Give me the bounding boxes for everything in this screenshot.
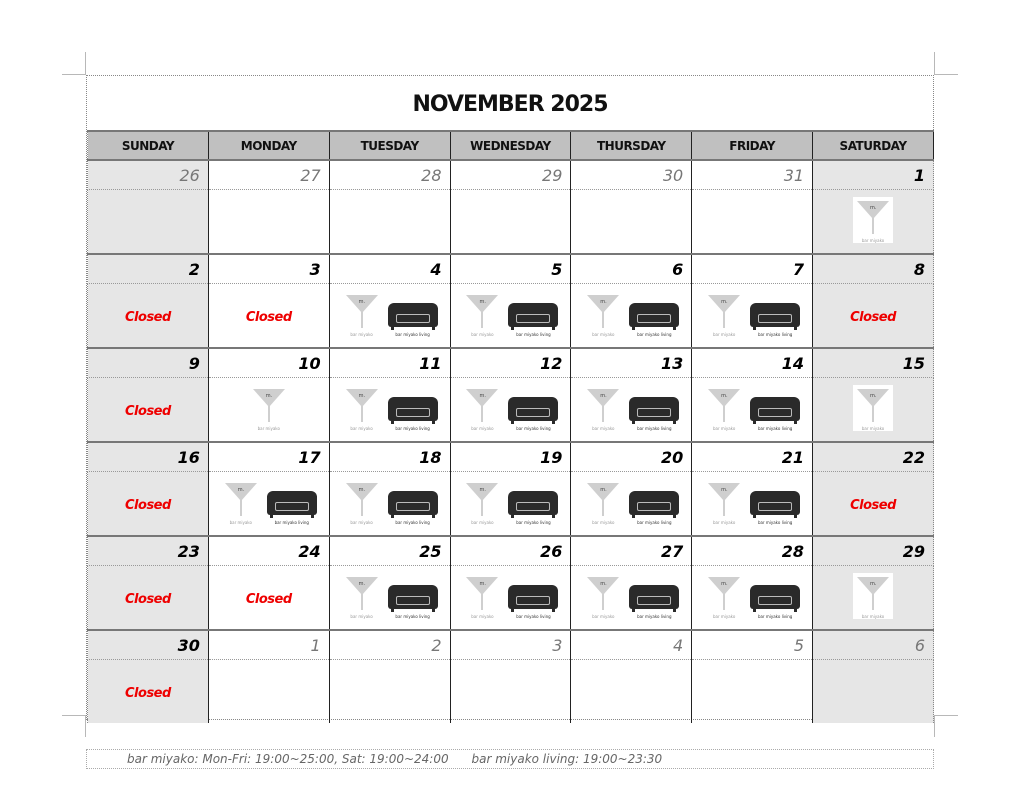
bar-miyako-logo-icon: m. bar miyako (704, 291, 744, 337)
day-number[interactable]: 31 (692, 160, 813, 190)
day-number[interactable]: 14 (692, 348, 813, 378)
sofa-icon: bar miyako living (508, 303, 558, 337)
day-number[interactable]: 9 (88, 348, 209, 378)
bar-miyako-logo-icon: m. bar miyako (853, 385, 893, 431)
closed-label: Closed (850, 498, 896, 513)
calendar-title: NOVEMBER 2025 (412, 92, 608, 117)
sofa-icon: bar miyako living (388, 585, 438, 619)
crop-mark (934, 74, 958, 75)
day-number[interactable]: 27 (208, 160, 329, 190)
weekday-header: FRIDAY (692, 131, 813, 160)
day-cell[interactable] (692, 660, 813, 724)
day-cell[interactable] (208, 190, 329, 255)
day-number[interactable]: 2 (329, 630, 450, 660)
day-number[interactable]: 25 (329, 536, 450, 566)
closed-label: Closed (125, 404, 171, 419)
bar-miyako-logo-icon: m. bar miyako (462, 479, 502, 525)
day-cell[interactable] (88, 566, 209, 631)
closed-label: Closed (245, 592, 292, 607)
day-cell[interactable] (88, 660, 209, 724)
bar-miyako-logo-icon: m. bar miyako (342, 291, 382, 337)
day-cell[interactable] (450, 284, 571, 349)
bar-miyako-logo-icon: m. bar miyako (583, 573, 623, 619)
sofa-icon: bar miyako living (508, 491, 558, 525)
sofa-icon: bar miyako living (629, 303, 679, 337)
day-number[interactable]: 28 (329, 160, 450, 190)
sofa-icon: bar miyako living (388, 397, 438, 431)
day-cell[interactable] (329, 472, 450, 537)
day-cell[interactable] (208, 566, 329, 631)
bar-miyako-logo-icon: m. bar miyako (853, 573, 893, 619)
crop-mark (62, 715, 86, 716)
closed-label: Closed (245, 310, 292, 325)
sofa-icon: bar miyako living (750, 585, 800, 619)
day-number[interactable]: 26 (450, 536, 571, 566)
day-cell[interactable] (692, 284, 813, 349)
crop-mark (934, 715, 935, 737)
week-content-row (88, 566, 934, 631)
day-number[interactable]: 26 (88, 160, 209, 190)
weekday-header: THURSDAY (571, 131, 692, 160)
bar-miyako-logo-icon: m. bar miyako (704, 573, 744, 619)
week-content-row (88, 472, 934, 537)
day-cell[interactable] (329, 378, 450, 443)
day-cell[interactable] (571, 472, 692, 537)
bar-miyako-logo-icon: m. bar miyako (853, 197, 893, 243)
crop-mark (85, 52, 86, 75)
sofa-icon: bar miyako living (388, 491, 438, 525)
day-number[interactable]: 3 (208, 254, 329, 284)
week-content-row (88, 284, 934, 349)
day-cell[interactable] (329, 190, 450, 255)
day-cell[interactable] (813, 190, 934, 255)
bar-miyako-logo-icon: m. bar miyako (462, 291, 502, 337)
bar-miyako-logo-icon: m. bar miyako (342, 479, 382, 525)
day-cell[interactable] (450, 378, 571, 443)
sofa-icon: bar miyako living (750, 397, 800, 431)
day-cell[interactable] (813, 566, 934, 631)
sofa-icon: bar miyako living (629, 397, 679, 431)
calendar-grid (87, 130, 934, 723)
day-cell[interactable] (208, 472, 329, 537)
weekday-header: TUESDAY (329, 131, 450, 160)
sofa-icon: bar miyako living (629, 491, 679, 525)
sofa-icon: bar miyako living (388, 303, 438, 337)
day-cell[interactable] (692, 190, 813, 255)
week-date-row (88, 536, 934, 566)
day-cell[interactable] (692, 472, 813, 537)
sofa-icon: bar miyako living (750, 303, 800, 337)
day-number[interactable]: 24 (208, 536, 329, 566)
bar-miyako-logo-icon: m. bar miyako (342, 573, 382, 619)
weekday-header: MONDAY (208, 131, 329, 160)
day-number[interactable]: 2 (88, 254, 209, 284)
day-cell[interactable] (88, 472, 209, 537)
day-number[interactable]: 1 (813, 160, 934, 190)
day-cell[interactable] (329, 566, 450, 631)
week-date-row (88, 348, 934, 378)
day-cell[interactable] (208, 378, 329, 443)
bar-miyako-logo-icon: m. bar miyako (249, 385, 289, 431)
day-number[interactable]: 6 (813, 630, 934, 660)
week-content-row (88, 378, 934, 443)
day-cell[interactable] (571, 378, 692, 443)
weekday-header: SUNDAY (88, 131, 209, 160)
day-number[interactable]: 20 (571, 442, 692, 472)
day-cell[interactable] (88, 190, 209, 255)
day-number[interactable]: 10 (208, 348, 329, 378)
bar-miyako-logo-icon: m. bar miyako (583, 385, 623, 431)
day-cell[interactable] (571, 566, 692, 631)
day-cell[interactable] (329, 660, 450, 724)
day-cell[interactable] (88, 378, 209, 443)
day-number[interactable]: 8 (813, 254, 934, 284)
bar-miyako-logo-icon: m. bar miyako (704, 479, 744, 525)
bar-miyako-logo-icon: m. bar miyako (462, 573, 502, 619)
crop-mark (934, 715, 958, 716)
weekday-header: SATURDAY (813, 131, 934, 160)
bar-miyako-logo-icon: m. bar miyako (583, 291, 623, 337)
day-cell[interactable] (692, 378, 813, 443)
sofa-icon: bar miyako living (267, 491, 317, 525)
day-cell[interactable] (813, 472, 934, 537)
day-cell[interactable] (571, 284, 692, 349)
day-number[interactable]: 29 (813, 536, 934, 566)
day-number[interactable]: 5 (450, 254, 571, 284)
day-number[interactable]: 4 (329, 254, 450, 284)
day-number[interactable]: 13 (571, 348, 692, 378)
day-cell[interactable] (813, 378, 934, 443)
crop-mark (62, 74, 86, 75)
day-number[interactable]: 12 (450, 348, 571, 378)
day-number[interactable]: 29 (450, 160, 571, 190)
day-number[interactable]: 15 (813, 348, 934, 378)
bar-miyako-logo-icon: m. bar miyako (704, 385, 744, 431)
bar-miyako-logo-icon: m. bar miyako (462, 385, 502, 431)
crop-mark (934, 52, 935, 75)
day-cell[interactable] (450, 472, 571, 537)
day-number[interactable]: 27 (571, 536, 692, 566)
week-date-row (88, 630, 934, 660)
day-cell[interactable] (450, 190, 571, 255)
day-number[interactable]: 6 (571, 254, 692, 284)
sofa-icon: bar miyako living (508, 585, 558, 619)
day-cell[interactable] (88, 284, 209, 349)
day-cell[interactable] (813, 660, 934, 724)
day-cell[interactable] (692, 566, 813, 631)
sofa-icon: bar miyako living (629, 585, 679, 619)
day-number[interactable]: 28 (692, 536, 813, 566)
closed-label: Closed (125, 686, 171, 701)
day-number[interactable]: 7 (692, 254, 813, 284)
bar-miyako-logo-icon: m. bar miyako (583, 479, 623, 525)
day-number[interactable]: 4 (571, 630, 692, 660)
day-cell[interactable] (813, 284, 934, 349)
day-number[interactable]: 22 (813, 442, 934, 472)
day-number[interactable]: 19 (450, 442, 571, 472)
week-content-row (88, 190, 934, 255)
day-number[interactable]: 18 (329, 442, 450, 472)
week-date-row (88, 442, 934, 472)
sofa-icon: bar miyako living (508, 397, 558, 431)
day-number[interactable]: 5 (692, 630, 813, 660)
day-number[interactable]: 30 (571, 160, 692, 190)
bar-miyako-logo-icon: m. bar miyako (342, 385, 382, 431)
week-content-row (88, 660, 934, 724)
day-number[interactable]: 21 (692, 442, 813, 472)
hours-footer: bar miyako: Mon-Fri: 19:00~25:00, Sat: 19:00~24:00 bar miyako living: 19:00~23:30 (86, 749, 934, 769)
closed-label: Closed (125, 592, 171, 607)
day-cell[interactable] (329, 284, 450, 349)
closed-label: Closed (125, 310, 171, 325)
day-number[interactable]: 1 (208, 630, 329, 660)
bar-miyako-logo-icon: m. bar miyako (221, 479, 261, 525)
day-number[interactable]: 11 (329, 348, 450, 378)
day-cell[interactable] (208, 284, 329, 349)
day-number[interactable]: 23 (88, 536, 209, 566)
day-number[interactable]: 30 (88, 630, 209, 660)
day-cell[interactable] (208, 660, 329, 724)
closed-label: Closed (125, 498, 171, 513)
closed-label: Closed (850, 310, 896, 325)
weekday-header: WEDNESDAY (450, 131, 571, 160)
sofa-icon: bar miyako living (750, 491, 800, 525)
week-date-row (88, 254, 934, 284)
day-cell[interactable] (450, 566, 571, 631)
day-number[interactable]: 16 (88, 442, 209, 472)
day-cell[interactable] (450, 660, 571, 724)
day-cell[interactable] (571, 190, 692, 255)
week-date-row (88, 160, 934, 190)
day-number[interactable]: 3 (450, 630, 571, 660)
calendar-page (86, 75, 934, 720)
day-cell[interactable] (571, 660, 692, 724)
day-number[interactable]: 17 (208, 442, 329, 472)
